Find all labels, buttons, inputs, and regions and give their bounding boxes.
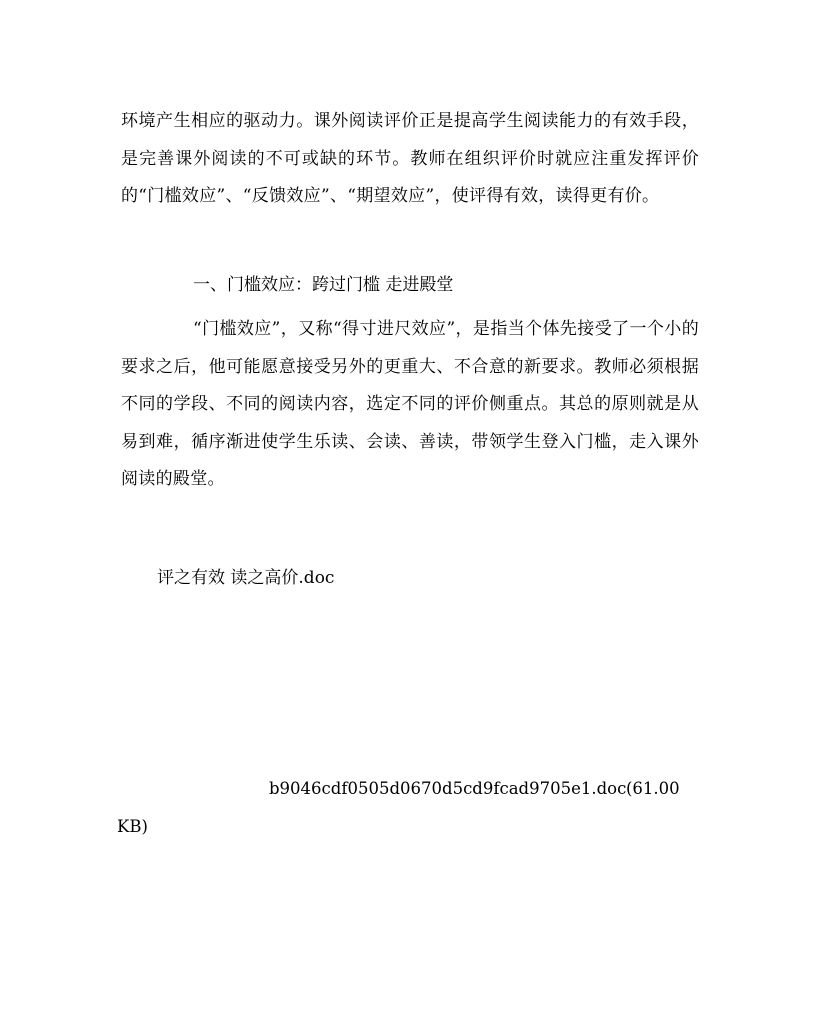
section-heading-threshold-effect: 一、门槛效应：跨过门槛 走进殿堂 (193, 275, 454, 295)
attachment-size: (61.00 (626, 779, 680, 798)
body-paragraph-1: 环境产生相应的驱动力。课外阅读评价正是提高学生阅读能力的有效手段，是完善课外阅读的不可或缺的环节。教师在组织评价时就应注重发挥评价的“门槛效应”、“反馈效应”、“期望效应”，使评得有效，读得更有价。 (121, 111, 699, 206)
document-filename: 评之有效 读之高价.doc (157, 568, 335, 588)
body-paragraph-2: “门槛效应”，又称“得寸进尺效应”，是指当个体先接受了一个小的要求之后，他可能愿意接受另外的更重大、不合意的新要求。教师必须根据不同的学段、不同的阅读内容，选定不同的评价侧重点。其总的原则就是从易到难，循序渐进使学生乐读、会读、善读，带领学生登入门槛，走入课外阅读的殿堂。 (121, 319, 699, 489)
attachment-hash-name[interactable]: b9046cdf0505d0670d5cd9fcad9705e1.doc (269, 779, 627, 798)
attachment-size-unit: KB) (117, 817, 148, 836)
